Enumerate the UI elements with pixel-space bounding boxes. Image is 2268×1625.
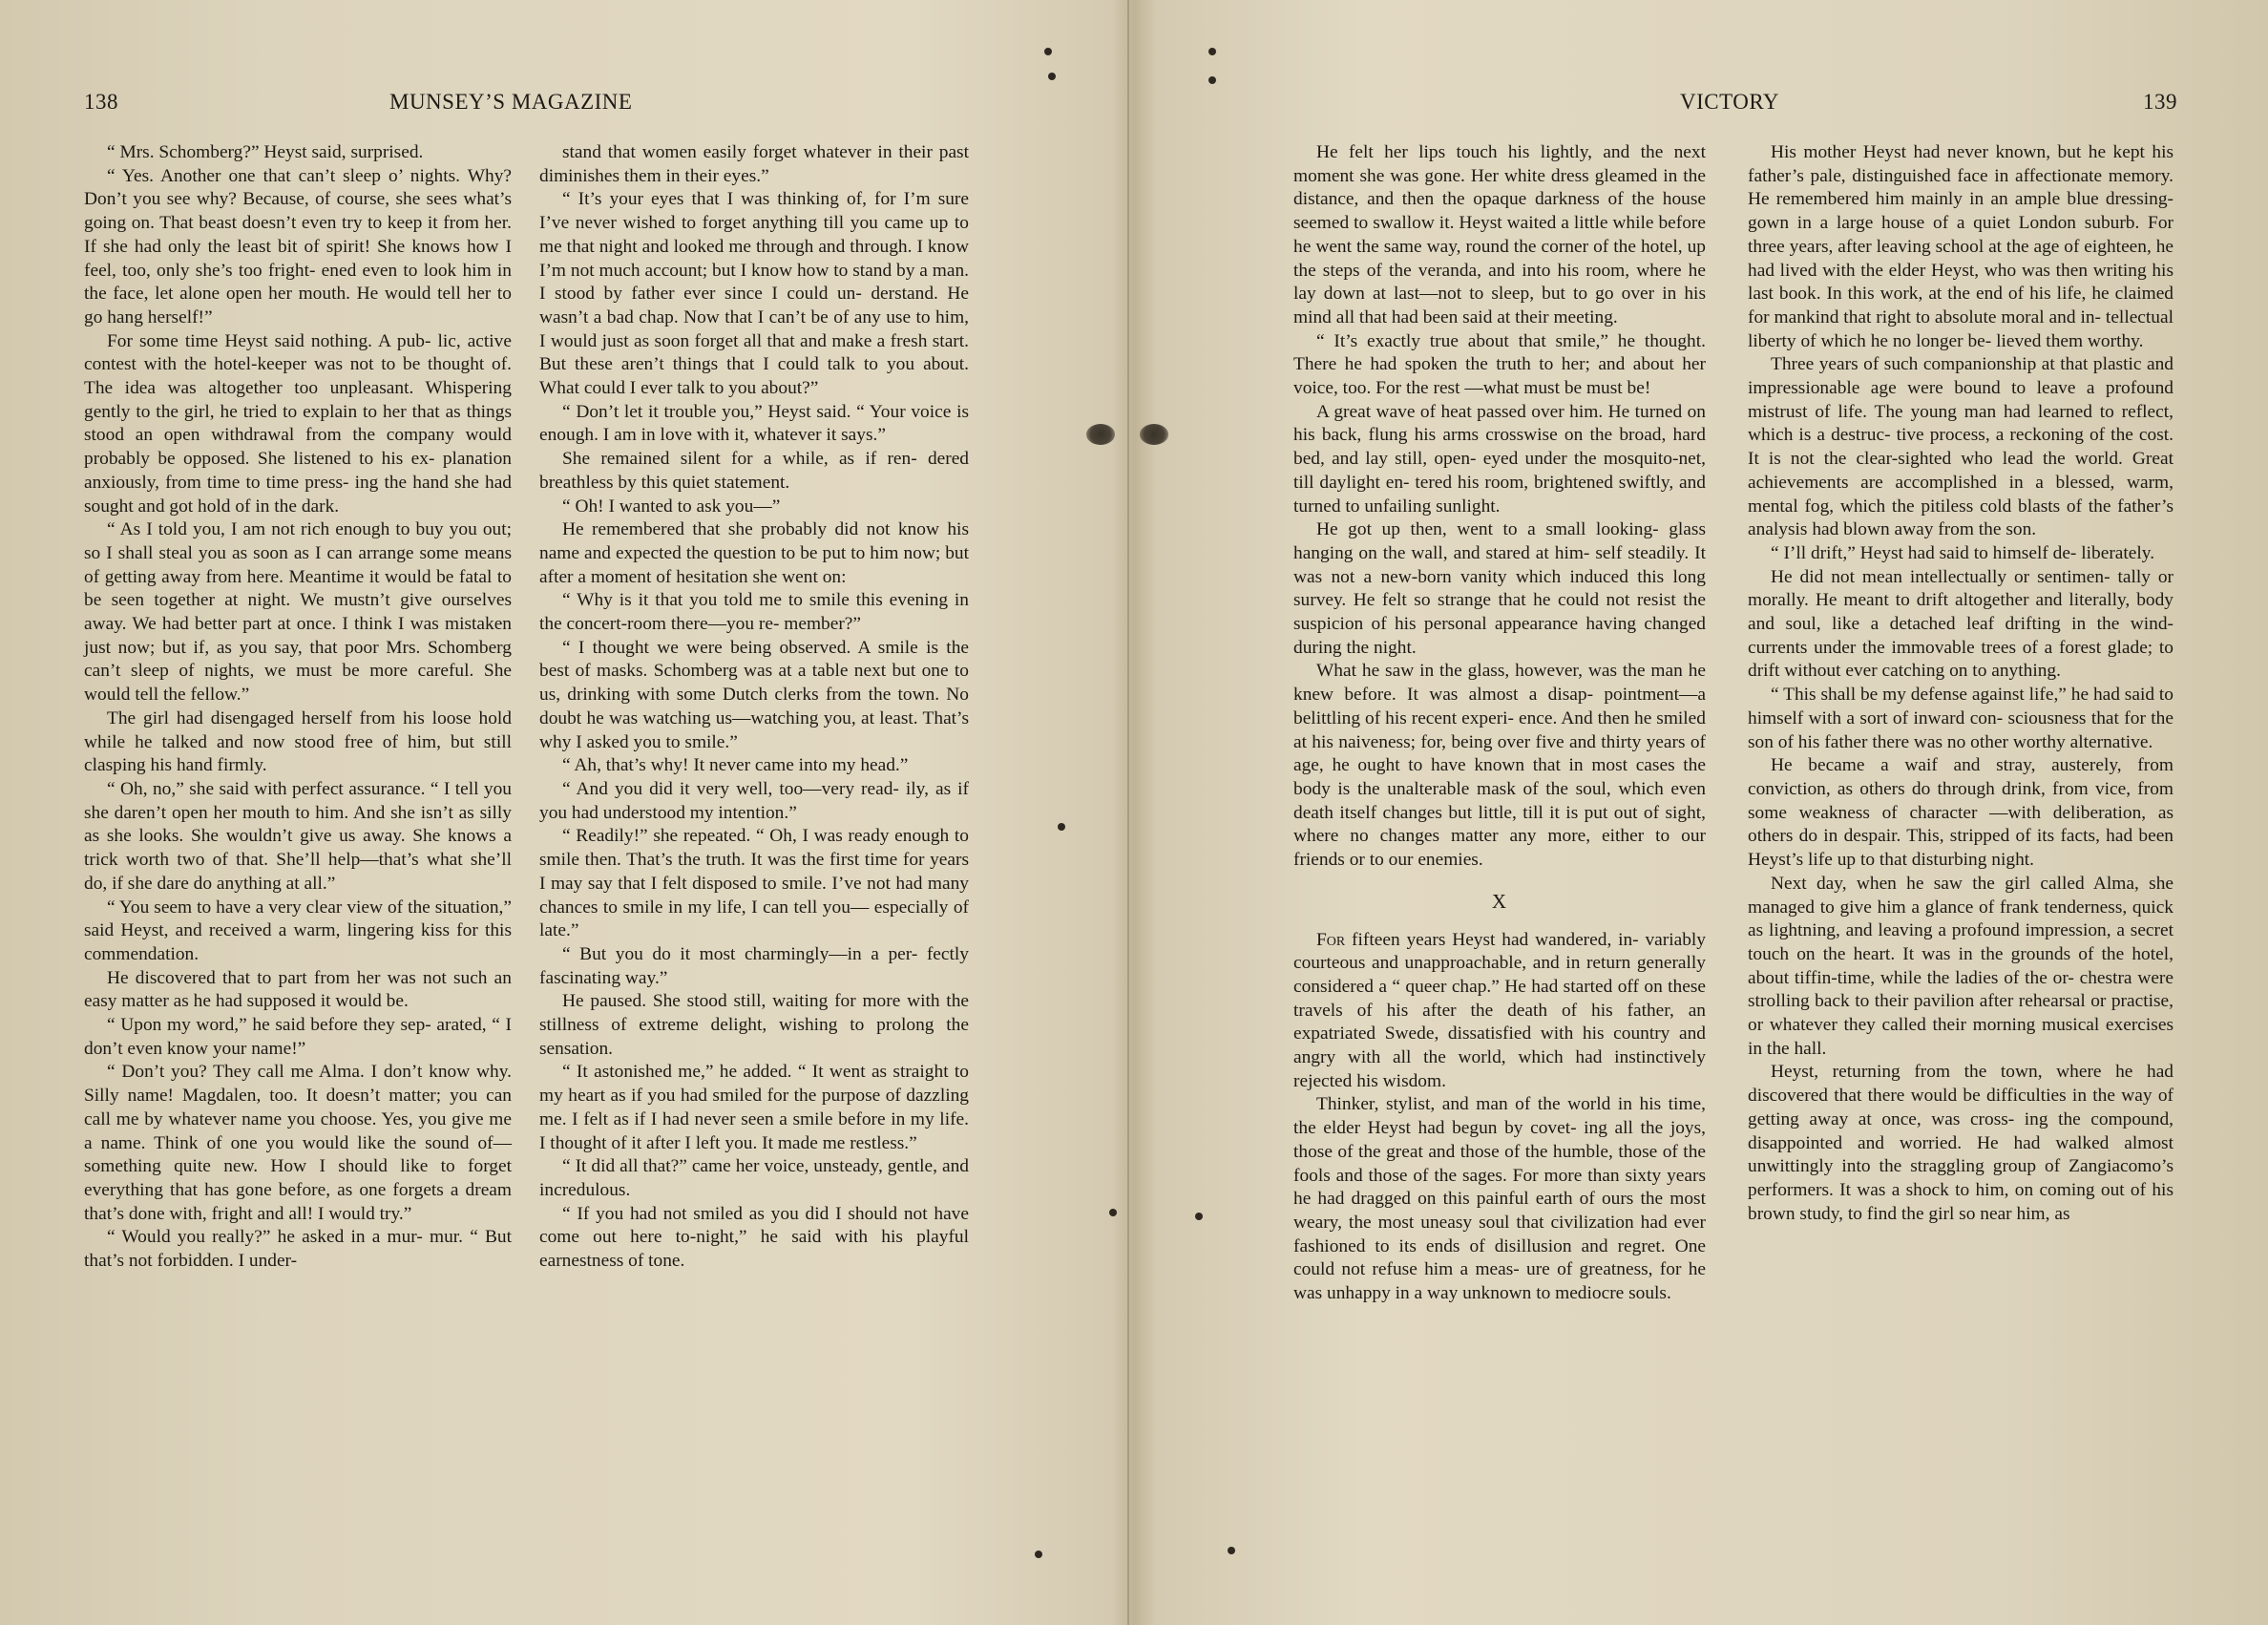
running-head: MUNSEY’S MAGAZINE [389,90,633,114]
paragraph: “ It’s exactly true about that smile,” he thought. There he had spoken the truth to her; and about her voice, too. For the rest —what must be must be! [1293,330,1706,399]
paragraph: Thinker, stylist, and man of the world in his time, the elder Heyst had begun by covet- ing all the joys, those of the great and those of the humble, those of the fools and those of the sages. For more than sixty years he had dragged on this painful earth of ours the most weary, the most uneasy soul that civilization had ever fashioned to its ends of disillusion and regret. One could not refuse him a meas- ure of greatness, for he was unhappy in a way unknown to mediocre souls. [1293,1094,1706,1304]
paragraph: Three years of such companionship at that plastic and impressionable age were bound to leave a profound mistrust of life. The young man had learned to reflect, which is a destruc- tive process, a reckoning of the cost. It is not the clear-sighted who lead the world. Great achievements are accomplished in a blessed, warm, mental fog, which the pitiless cold blasts of the father’s analysis had blown away from the son. [1748,354,2174,540]
paragraph: “ It astonished me,” he added. “ It went as straight to my heart as if you had smiled for the purpose of dazzling me. I felt as if I had never seen a smile before in my life. I thought of it after I left you. It made me restless.” [539,1062,969,1153]
paragraph: “ Don’t let it trouble you,” Heyst said. “ Your voice is enough. I am in love with it, whatever it says.” [539,401,969,446]
paragraph: His mother Heyst had never known, but he kept his father’s pale, distinguished face in affectionate memory. He remembered him mainly in an ample blue dressing-gown in a large house of a quiet London suburb. For three years, after leaving school at the age of eighteen, he had lived with the elder Heyst, who was then writing his last book. In this work, at the end of his life, he claimed for mankind that right to absolute moral and in- tellectual liberty of which he no longer be- lieved them worthy. [1748,142,2174,351]
paragraph: “ Oh! I wanted to ask you—” [562,496,781,517]
paragraph: He discovered that to part from her was not such an easy matter as he had supposed it would be. [84,967,512,1012]
right-page [1129,0,2268,1625]
text-column-2 [1748,141,2174,1226]
paragraph: “ Would you really?” he asked in a mur- mur. “ But that’s not forbidden. I under- [84,1227,512,1272]
paragraph: “ I thought we were being observed. A smile is the best of masks. Schomberg was at a table next but one to us, drinking with some Dutch clerks from the town. No doubt he was watching us—watching you, at least. That’s why I asked you to smile.” [539,637,969,752]
chapter-heading: X [1491,889,1508,913]
page-number: 138 [84,90,118,114]
paragraph: She remained silent for a while, as if ren- dered breathless by this quiet statement. [539,449,969,493]
text-column-2 [539,141,969,1274]
paragraph: “ I’ll drift,” Heyst had said to himself de- liberately. [1771,542,2155,563]
paragraph: He paused. She stood still, waiting for more with the stillness of extreme delight, wishing to prolong the sensation. [539,991,969,1059]
paragraph: Heyst, returning from the town, where he had discovered that there would be difficulties in the way of getting away at once, was cross- ing the compound, disappointed and worried. He had walked almost unwittingly into the straggling group of Zangiacomo’s performers. It was a shock to him, on coming out of his brown study, to find the girl so near him, as [1748,1062,2174,1224]
paragraph: “ This shall be my defense against life,” he had said to himself with a sort of inward con- sciousness that for the son of his father there was no other worthy alternative. [1748,685,2174,752]
paragraph: Next day, when he saw the girl called Alma, she managed to give him a glance of frank tenderness, quick as lightning, and leaving a profound impression, a secret touch on the heart. It was in the grounds of the hotel, about tiffin-time, while the ladies of the or- chestra were strolling back to their pavilion after rehearsal or practise, or whatever they called their morning musical exercises in the hall. [1748,873,2174,1059]
chapter-first-word: For [1316,929,1346,950]
paragraph: “ As I told you, I am not rich enough to buy you out; so I shall steal you as soon as I can arrange some means of getting away from here. Meantime it would be fatal to be seen together at night. We mustn’t give ourselves away. We had better part at once. I think I was mistaken just now; but if, as you say, that poor Mrs. Schomberg can’t sleep of nights, we must be more careful. She would tell the fellow.” [84,519,512,706]
paragraph-text: fifteen years Heyst had wandered, in- variably courteous and unapproachable, and in return generally considered a “ queer chap.” He had started off on these travels of his after the death of his father, an expatriated Swede, dissatisfied with his country and angry with all the world, which had instinctively rejected his wisdom. [1293,929,1706,1091]
paragraph: “ Oh, no,” she said with perfect assurance. “ I tell you she daren’t open her mouth to him. And she isn’t as silly as she looks. She wouldn’t give us away. She knows a trick worth two of that. She’ll help—that’s what she’ll do, if she dare do anything at all.” [84,778,512,894]
left-page [0,0,1127,1625]
paragraph: “ Don’t you? They call me Alma. I don’t know why. Silly name! Magdalen, too. It doesn’t matter; you can call me by whatever name you choose. Yes, you give me a name. Think of one you would like the sound of— something quite new. How I should like to forget everything that has gone before, as one forgets a dream that’s done with, fright and all! I would try.” [84,1062,512,1224]
paragraph: A great wave of heat passed over him. He turned on his back, flung his arms crosswise on the broad, hard bed, and lay still, open- eyed under the mosquito-net, till daylight en- tered his room, brightened swiftly, and turned to unfailing sunlight. [1293,401,1706,517]
page-number: 139 [2143,90,2177,114]
paragraph: “ Why is it that you told me to smile this evening in the concert-room there—you re- member?” [539,590,969,635]
paragraph: “ But you do it most charmingly—in a per- fectly fascinating way.” [539,943,969,988]
text-column-1 [1293,141,1706,1306]
paragraph: stand that women easily forget whatever in their past diminishes them in their eyes.” [539,142,969,186]
paragraph: The girl had disengaged herself from his loose hold while he talked and now stood free of him, but still clasping his hand firmly. [84,707,512,776]
paragraph: “ Yes. Another one that can’t sleep o’ nights. Why? Don’t you see why? Because, of course, she sees what’s going on. That beast doesn’t even try to keep it from her. If she had only the least bit of spirit! She knows how I feel, too, only she’s too fright- ened even to look him in the face, let alone open her mouth. He would tell her to go hang herself!” [84,165,512,327]
paragraph [1293,929,1706,1094]
paragraph: What he saw in the glass, however, was the man he knew before. It was almost a disap- pointment—a belittling of his recent experi- ence. And then he smiled at his naiveness; for, being over five and thirty years of age, he ought to have known that in most cases the body is the unalterable mask of the soul, which even death itself changes but little, till it is put out of sight, where no changes matter any more, either to our friends or to our enemies. [1293,661,1706,871]
text-column-1 [84,141,512,1274]
paragraph: He felt her lips touch his lightly, and the next moment she was gone. Her white dress gleamed in the distance, and then the opaque darkness of the house seemed to swallow it. Heyst waited a little while before he went the same way, round the corner of the hotel, up the steps of the veranda, and into his room, where he lay down at last—not to sleep, but to go over in his mind all that had been said at their meeting. [1293,142,1706,327]
paragraph: “ And you did it very well, too—very read- ily, as if you had understood my intention.” [539,778,969,823]
paragraph: “ Readily!” she repeated. “ Oh, I was ready enough to smile then. That’s the truth. It was the first time for years I may say that I felt disposed to smile. I’ve not had many chances to smile in my life, I can tell you— especially of late.” [539,826,969,941]
paragraph: “ It did all that?” came her voice, unsteady, gentle, and incredulous. [539,1156,969,1200]
paragraph: “ Upon my word,” he said before they sep- arated, “ I don’t even know your name!” [84,1015,512,1059]
paragraph: For some time Heyst said nothing. A pub- lic, active contest with the hotel-keeper was not to be thought of. The idea was altogether too unpleasant. Whispering gently to the girl, he tried to explain to her that as things stood an open withdrawal from the company would probably be opposed. She listened to his ex- planation anxiously, from time to time press- ing the hand she had sought and got hold of in the dark. [84,330,512,517]
paragraph: He did not mean intellectually or sentimen- tally or morally. He meant to drift altogether and literally, body and soul, like a detached leaf drifting in the wind-currents under the immovable trees of a forest glade; to drift without ever catching on to anything. [1748,566,2174,682]
paragraph: He got up then, went to a small looking- glass hanging on the wall, and stared at him- self steadily. It was not a new-born vanity which induced this long survey. He felt so strange that he could not resist the suspicion of his personal appearance having changed during the night. [1293,519,1706,658]
text-paragraphs [1293,141,1706,873]
paragraph: “ Mrs. Schomberg?” Heyst said, surprised. [107,142,424,162]
paragraph: He remembered that she probably did not know his name and expected the question to be put to him now; but after a moment of hesitation she went on: [539,519,969,587]
paragraph: “ You seem to have a very clear view of the situation,” said Heyst, and received a warm, lingering kiss for this commendation. [84,897,512,964]
paragraph: “ Ah, that’s why! It never came into my head.” [562,755,909,776]
paragraph: “ It’s your eyes that I was thinking of, for I’m sure I’ve never wished to forget anything till you came up to me that night and looked me through and through. I know I’m not much account; but I know how to stand by a man. I stood by father ever since I could un- derstand. He wasn’t a bad chap. Now that I can’t be of any use to him, I would just as soon forget all that and make a fresh start. But these aren’t things that I could talk to you about. What could I ever talk to you about?” [539,189,969,399]
running-head: VICTORY [1680,90,1780,114]
paragraph: He became a waif and stray, austerely, from conviction, as others do through drink, from vice, from some weakness of character —with deliberation, as others do in despair. This, stripped of its facts, had been Heyst’s life up to that disturbing night. [1748,755,2174,871]
paragraph: “ If you had not smiled as you did I should not have come out here to-night,” he said with his playful earnestness of tone. [539,1203,969,1272]
